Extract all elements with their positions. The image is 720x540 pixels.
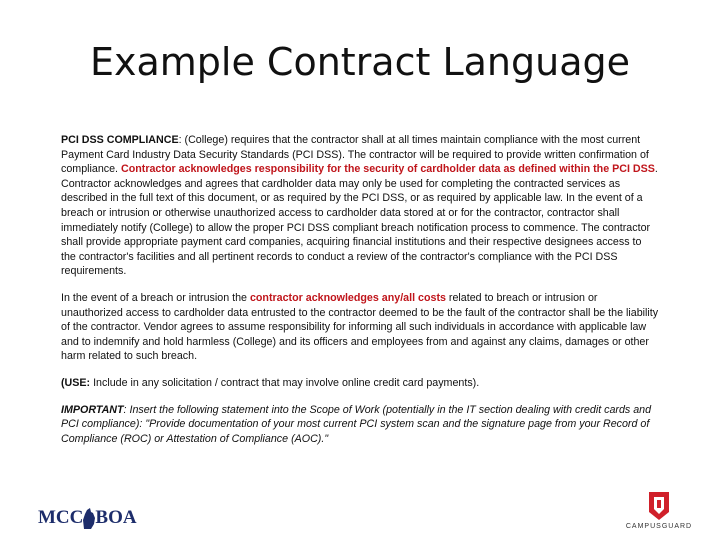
paragraph-pci-compliance xyxy=(61,133,659,279)
pci-compliance-heading: PCI DSS COMPLIANCE xyxy=(61,134,179,146)
paragraph-text: : (College) requires that the contractor shall at all times maintain compliance with the most current Payment Card Industry Data Security Standards (PCI DSS). The contractor will be required to provide written confirmation of compliance. xyxy=(61,134,649,176)
use-label: (USE: xyxy=(61,376,91,389)
shield-icon xyxy=(624,490,694,522)
campusguard-logo xyxy=(624,490,704,535)
campusguard-text: CAMPUSGUARD xyxy=(625,523,693,530)
mccboa-logo xyxy=(38,500,137,536)
important-label: IMPORTANT xyxy=(61,403,124,416)
paragraph-text: related to breach or intrusion or unauthorized access to cardholder data entrusted to the contractor deemed to be the fault of the contractor shall be the liability of the contractor. Vendor agrees to assume responsibility for informing all such individuals in accordance with applicable law and to indemnify and hold harmless (College) and its officers and employees from and against any claims, damages or other harm related to such breach. xyxy=(61,291,659,363)
slide-title: Example Contract Language xyxy=(89,40,630,84)
paragraph-text: Include in any solicitation / contract that may involve online credit card payments). xyxy=(90,376,480,389)
paragraph-use xyxy=(61,376,659,391)
paragraph-text: In the event of a breach or intrusion the xyxy=(61,291,250,304)
paragraph-text: . Contractor acknowledges and agrees that cardholder data may only be used for completing the contracted services as described in the full text of this document, or as required by the PCI DSS, or as required by applicable law. In the event of a breach or intrusion or otherwise unauthorized access to cardholder data stored at or for the contractor, contractor shall immediately notify (College) to allow the proper PCI DSS compliant breach notification process to commence. The contractor shall provide appropriate payment card companies, acquiring financial institutions and their respective designees access to the contractor's facilities and all pertinent records to conduct a review of the contractor's compliance with the PCI DSS requirements. xyxy=(61,163,658,278)
contract-text xyxy=(61,133,659,458)
paragraph-breach-costs xyxy=(61,291,659,364)
highlight-text: contractor acknowledges any/all costs xyxy=(249,291,446,304)
highlight-text: Contractor acknowledges responsibility for the security of cardholder data as defined within the PCI DSS xyxy=(121,163,655,176)
logo-text-right: BOA xyxy=(95,507,137,528)
logo-text-left: MCC xyxy=(38,507,84,528)
paragraph-text: : Insert the following statement into the Scope of Work (potentially in the IT section dealing with credit cards and PCI compliance): "Provide documentation of your most current PCI system scan and the signature page from your Record of Compliance (ROC) or Attestation of Compliance (AOC)." xyxy=(61,403,652,445)
paragraph-important xyxy=(61,403,659,447)
